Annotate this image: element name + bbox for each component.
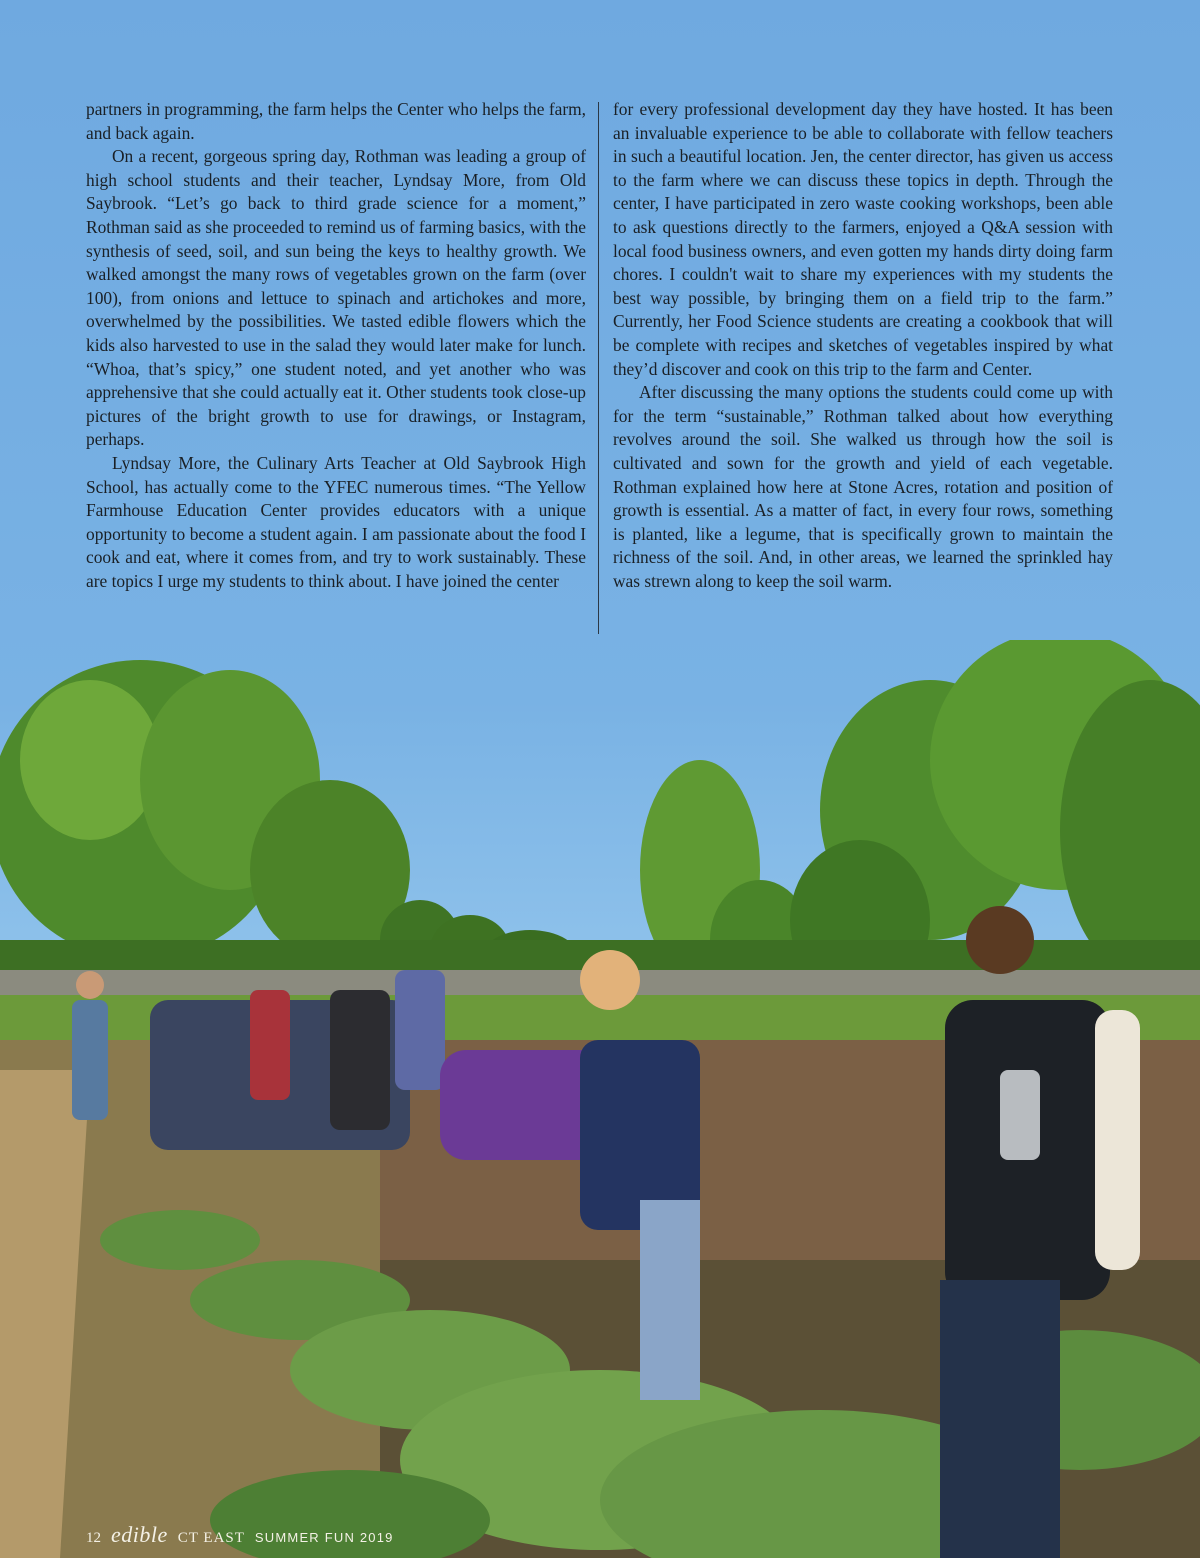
article-body: [86, 98, 1113, 648]
paragraph: partners in programming, the farm helps the Center who helps the farm, and back again.: [86, 99, 586, 143]
right-column: [613, 98, 1113, 593]
paragraph: for every professional development day they have hosted. It has been an invaluable experience to be able to collaborate with fellow teachers in such a beautiful location. Jen, the center director, has given us access to the farm where we can discuss these topics in depth. Through the center, I have participated in zero waste cooking workshops, been able to ask questions directly to the farmers, enjoyed a Q&A session with local food business owners, and even gotten my hands dirty doing farm chores. I couldn't wait to share my experiences with my students the best way possible, by bringing them on a field trip to the farm.” Currently, her Food Science students are creating a cookbook that will be complete with recipes and sketches of vegetables inspired by what they’d discover and cook on this trip to the farm and Center.: [613, 99, 1113, 379]
farm-field-trip-photo: [0, 640, 1200, 1558]
left-column: [86, 98, 586, 593]
paragraph: After discussing the many options the students could come up with for the term “sustainable,” Rothman talked about how everything revolves around the soil. She walked us through how the soil is cultivated and sown for the growth and yield of each vegetable. Rothman explained how here at Stone Acres, rotation and position of growth is essential. As a matter of fact, in every four rows, something is planted, like a legume, that is specifically grown to maintain the richness of the soil. And, in other areas, we learned the sprinkled hay was strewn along to keep the soil warm.: [613, 382, 1113, 591]
magazine-region: CT EAST: [177, 1530, 245, 1546]
water-bottle: [1000, 1070, 1040, 1160]
column-divider: [598, 102, 599, 634]
issue-label: SUMMER FUN 2019: [254, 1530, 394, 1545]
page-number: 12: [86, 1530, 101, 1546]
page-footer: [86, 1522, 394, 1546]
paragraph: On a recent, gorgeous spring day, Rothman was leading a group of high school students and their teacher, Lyndsay More, from Old Saybrook. “Let’s go back to third grade science for a moment,” Rothman said as she proceeded to remind us of farming basics, with the synthesis of seed, soil, and sun being the keys to healthy growth. We walked amongst the many rows of vegetables grown on the farm (over 100), from onions and lettuce to spinach and artichokes and more, overwhelmed by the possibilities. We tasted edible flowers which the kids also harvested to use in the salad they would later make for lunch. “Whoa, that’s spicy,” one student noted, and yet another who was apprehensive that she could actually eat it. Other students took close-up pictures of the bright growth to use for drawings, or Instagram, perhaps.: [86, 146, 586, 450]
paragraph: Lyndsay More, the Culinary Arts Teacher at Old Saybrook High School, has actually come to the YFEC numerous times. “The Yellow Farmhouse Education Center provides educators with a unique opportunity to become a student again. I am passionate about the food I cook and eat, where it comes from, and try to work sustainably. These are topics I urge my students to think about. I have joined the center: [86, 452, 586, 591]
magazine-brand: edible: [111, 1522, 168, 1547]
